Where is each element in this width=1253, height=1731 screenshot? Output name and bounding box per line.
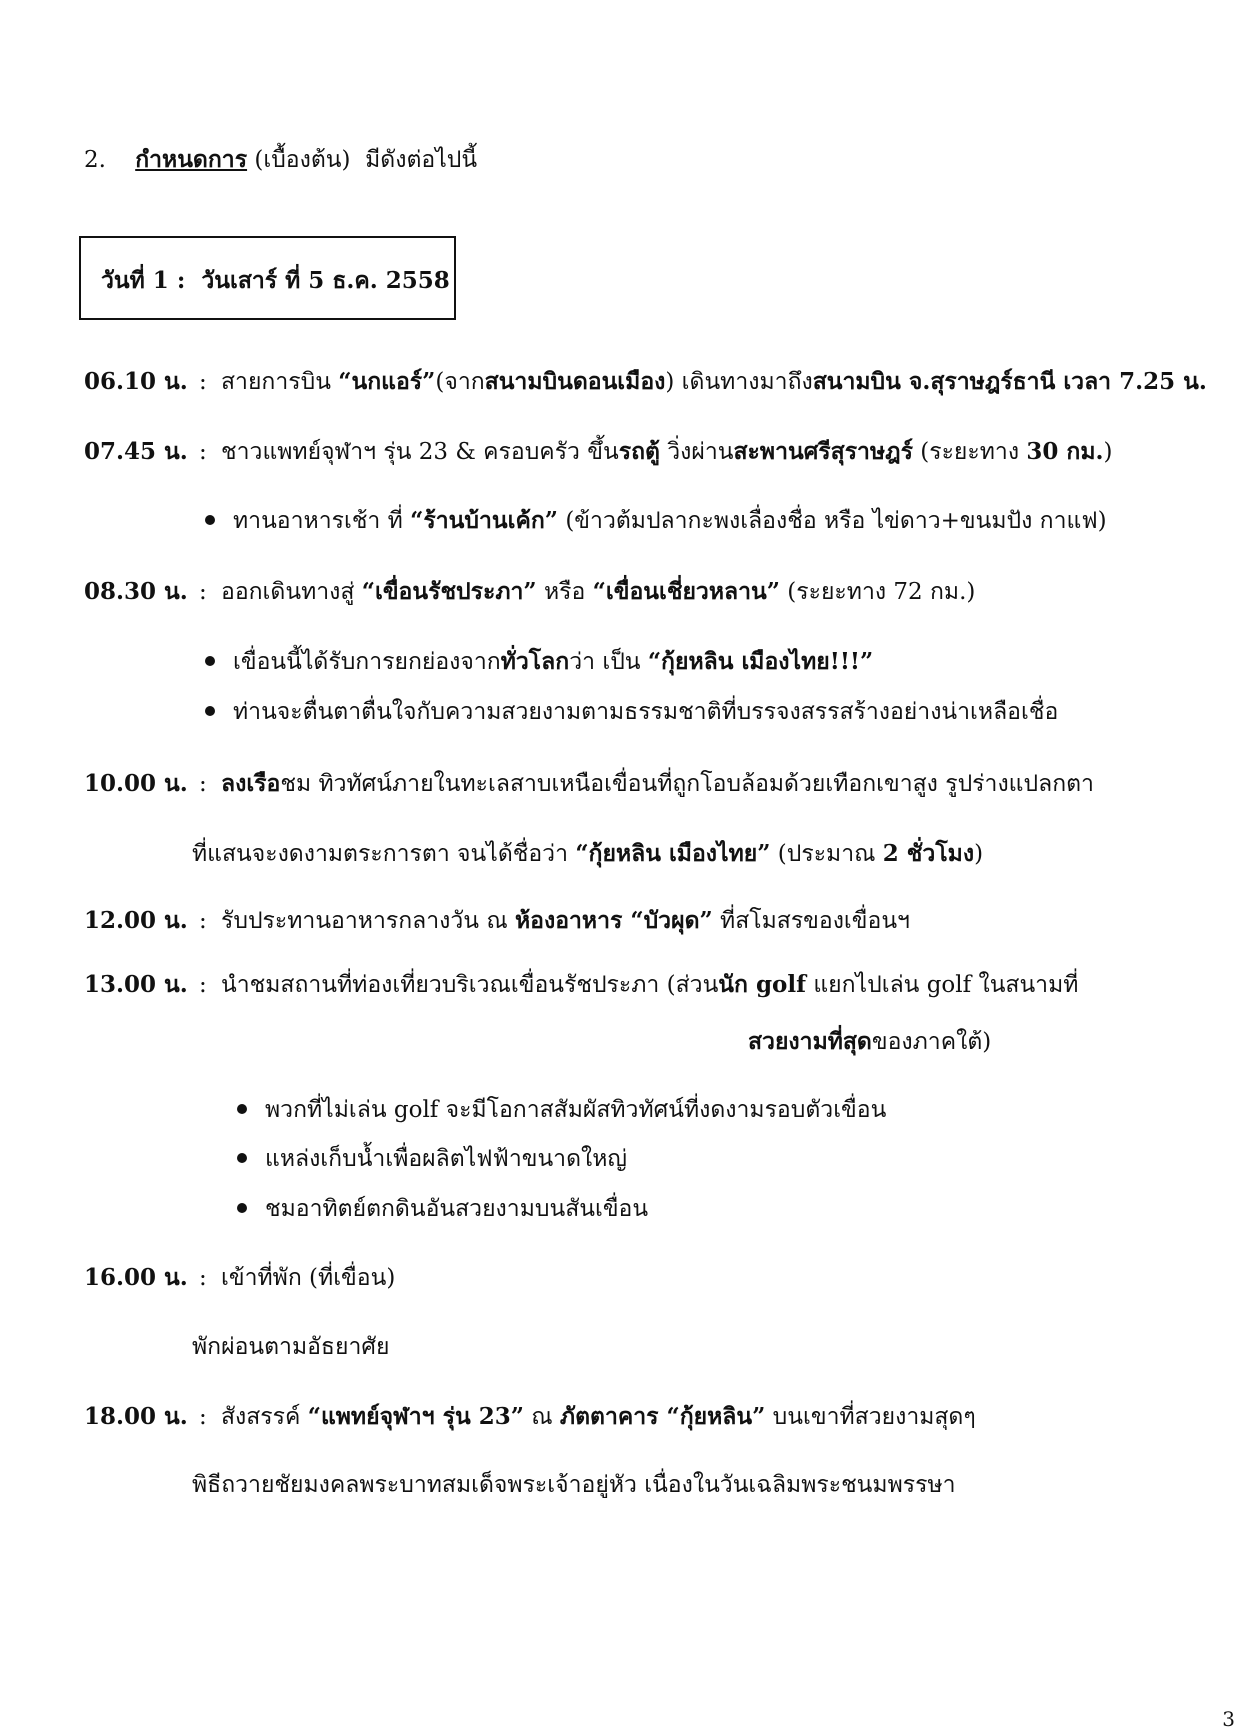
- item-text: ออกเดินทางสู่: [221, 579, 362, 605]
- item-bold: “นกแอร์”: [338, 368, 436, 395]
- item-text: พวกที่ไม่เล่น golf จะมีโอกาสสัมผัสทิวทัศน์ที่งดงามรอบตัวเขื่อน: [265, 1097, 887, 1123]
- item-colon: :: [199, 439, 207, 465]
- bullet-dot: [205, 706, 215, 716]
- item-time: 16.00 น.: [84, 1264, 188, 1291]
- item-text: ที่แสนจะงดงามตระการตา จนได้ชื่อว่า: [192, 841, 576, 867]
- item-time: 12.00 น.: [84, 907, 188, 934]
- bullet-dot: [205, 515, 215, 525]
- item-text: ): [974, 841, 984, 867]
- bullet-dam-nature: [205, 697, 1058, 727]
- item-bold: สนามบิน จ.สุราษฎร์ธานี เวลา 7.25 น.: [812, 368, 1207, 395]
- bullet-dot: [237, 1153, 247, 1163]
- item-bold: “กุ้ยหลิน เมืองไทย!!!”: [647, 648, 874, 675]
- item-colon: :: [199, 1404, 207, 1430]
- item-colon: :: [199, 1265, 207, 1291]
- schedule-item-1800-cont: [192, 1470, 956, 1500]
- section-note: (เบื้องต้น): [254, 147, 351, 173]
- schedule-item-1800: [84, 1402, 976, 1432]
- day-box: [79, 236, 456, 320]
- item-bold: ลงเรือ: [221, 770, 281, 797]
- schedule-item-0830: [84, 577, 975, 607]
- schedule-item-1000-cont: [192, 839, 983, 869]
- item-colon: :: [199, 369, 207, 395]
- schedule-item-0745: [84, 437, 1112, 467]
- day-date: วันเสาร์ ที่ 5 ธ.ค. 2558: [201, 267, 450, 294]
- page-number: 3: [1222, 1707, 1235, 1731]
- item-bold: 30 กม.: [1026, 438, 1104, 465]
- item-text: (ข้าวต้มปลากะพงเลื่องชื่อ หรือ ไข่ดาว+ขนมปัง กาแฟ): [558, 508, 1107, 534]
- schedule-item-1200: [84, 906, 910, 936]
- bullet-dam-praise: [205, 647, 873, 677]
- bullet-golf-sunset: [237, 1194, 648, 1224]
- day-box-text: [101, 263, 450, 299]
- item-time: 18.00 น.: [84, 1403, 188, 1430]
- item-text: นำชมสถานที่ท่องเที่ยวบริเวณเขื่อนรัชประภา (ส่วน: [221, 972, 719, 998]
- item-bold: รถตู้: [618, 438, 660, 465]
- section-number: 2.: [84, 147, 106, 173]
- item-text: เข้าที่พัก (ที่เขื่อน): [221, 1265, 396, 1291]
- item-bold: สนามบินดอนเมือง: [484, 368, 666, 395]
- item-text: วิ่งผ่าน: [659, 439, 734, 465]
- bullet-dot: [205, 656, 215, 666]
- schedule-item-1000: [84, 769, 1094, 799]
- bullet-golf-view: [237, 1095, 886, 1125]
- item-text: เขื่อนนี้ได้รับการยกย่องจาก: [233, 649, 501, 675]
- day-label: วันที่ 1 :: [101, 267, 186, 294]
- section-heading: [84, 145, 477, 175]
- item-text: ณ: [523, 1404, 560, 1430]
- item-text: สายการบิน: [221, 369, 339, 395]
- section-rest: มีดังต่อไปนี้: [365, 147, 478, 173]
- item-bold: สะพานศรีสุราษฎร์: [733, 438, 913, 465]
- item-text: ทานอาหารเช้า ที่: [233, 508, 411, 534]
- schedule-item-1300-cont: [748, 1027, 991, 1057]
- item-text: ชาวแพทย์จุฬาฯ รุ่น 23 & ครอบครัว ขึ้น: [221, 439, 619, 465]
- item-text: พิธีถวายชัยมงคลพระบาทสมเด็จพระเจ้าอยู่หัว เนื่องในวันเฉลิมพระชนมพรรษา: [192, 1472, 956, 1498]
- item-bold: “แพทย์จุฬาฯ รุ่น 23”: [307, 1403, 524, 1430]
- item-text: ของภาคใต้): [871, 1029, 992, 1055]
- item-bold: สวยงามที่สุด: [748, 1028, 872, 1055]
- item-text: (จาก: [435, 369, 485, 395]
- item-text: ): [1103, 439, 1113, 465]
- item-text: (ระยะทาง 72 กม.): [779, 579, 976, 605]
- item-text: ชม ทิวทัศน์ภายในทะเลสาบเหนือเขื่อนที่ถูกโอบล้อมด้วยเทือกเขาสูง รูปร่างแปลกตา: [280, 771, 1094, 797]
- item-colon: :: [199, 771, 207, 797]
- item-bold: “กุ้ยหลิน เมืองไทย”: [575, 840, 771, 867]
- item-text: บนเขาที่สวยงามสุดๆ: [765, 1404, 976, 1430]
- item-bold: นัก golf: [718, 971, 807, 998]
- bullet-breakfast: [205, 506, 1107, 536]
- item-time: 06.10 น.: [84, 368, 188, 395]
- item-bold: ห้องอาหาร “บัวผุด”: [514, 907, 713, 934]
- item-colon: :: [199, 579, 207, 605]
- schedule-item-0610: [84, 367, 1207, 397]
- item-bold: ทั่วโลก: [500, 648, 570, 675]
- bullet-golf-reservoir: [237, 1144, 627, 1174]
- item-bold: ภัตตาคาร “กุ้ยหลิน”: [559, 1403, 766, 1430]
- item-text: ) เดินทางมาถึง: [665, 369, 813, 395]
- item-colon: :: [199, 972, 207, 998]
- item-text: ที่สโมสรของเขื่อนฯ: [712, 908, 910, 934]
- item-time: 08.30 น.: [84, 578, 188, 605]
- item-time: 07.45 น.: [84, 438, 188, 465]
- schedule-item-1600-cont: [192, 1332, 389, 1362]
- bullet-dot: [237, 1104, 247, 1114]
- item-time: 10.00 น.: [84, 770, 188, 797]
- item-bold: “เขื่อนเชี่ยวหลาน”: [592, 578, 780, 605]
- item-bold: “เขื่อนรัชประภา”: [361, 578, 537, 605]
- schedule-item-1300: [84, 970, 1078, 1000]
- item-text: (ประมาณ: [770, 841, 883, 867]
- section-title: กำหนดการ: [135, 146, 248, 173]
- item-text: สังสรรค์: [221, 1404, 308, 1430]
- item-text: รับประทานอาหารกลางวัน ณ: [221, 908, 515, 934]
- item-text: (ระยะทาง: [912, 439, 1027, 465]
- item-bold: “ร้านบ้านเค้ก”: [410, 507, 559, 534]
- item-text: พักผ่อนตามอัธยาศัย: [192, 1334, 390, 1360]
- item-text: ว่า เป็น: [569, 649, 648, 675]
- item-text: ชมอาทิตย์ตกดินอันสวยงามบนสันเขื่อน: [265, 1196, 649, 1222]
- item-text: แยกไปเล่น golf ในสนามที่: [806, 972, 1079, 998]
- item-colon: :: [199, 908, 207, 934]
- item-text: แหล่งเก็บน้ำเพื่อผลิตไฟฟ้าขนาดใหญ่: [265, 1146, 628, 1172]
- item-text: ท่านจะตื่นตาตื่นใจกับความสวยงามตามธรรมชาติที่บรรจงสรรสร้างอย่างน่าเหลือเชื่อ: [233, 699, 1059, 725]
- item-bold: 2 ชั่วโมง: [882, 840, 975, 867]
- bullet-dot: [237, 1203, 247, 1213]
- item-text: หรือ: [536, 579, 593, 605]
- item-time: 13.00 น.: [84, 971, 188, 998]
- schedule-item-1600: [84, 1263, 395, 1293]
